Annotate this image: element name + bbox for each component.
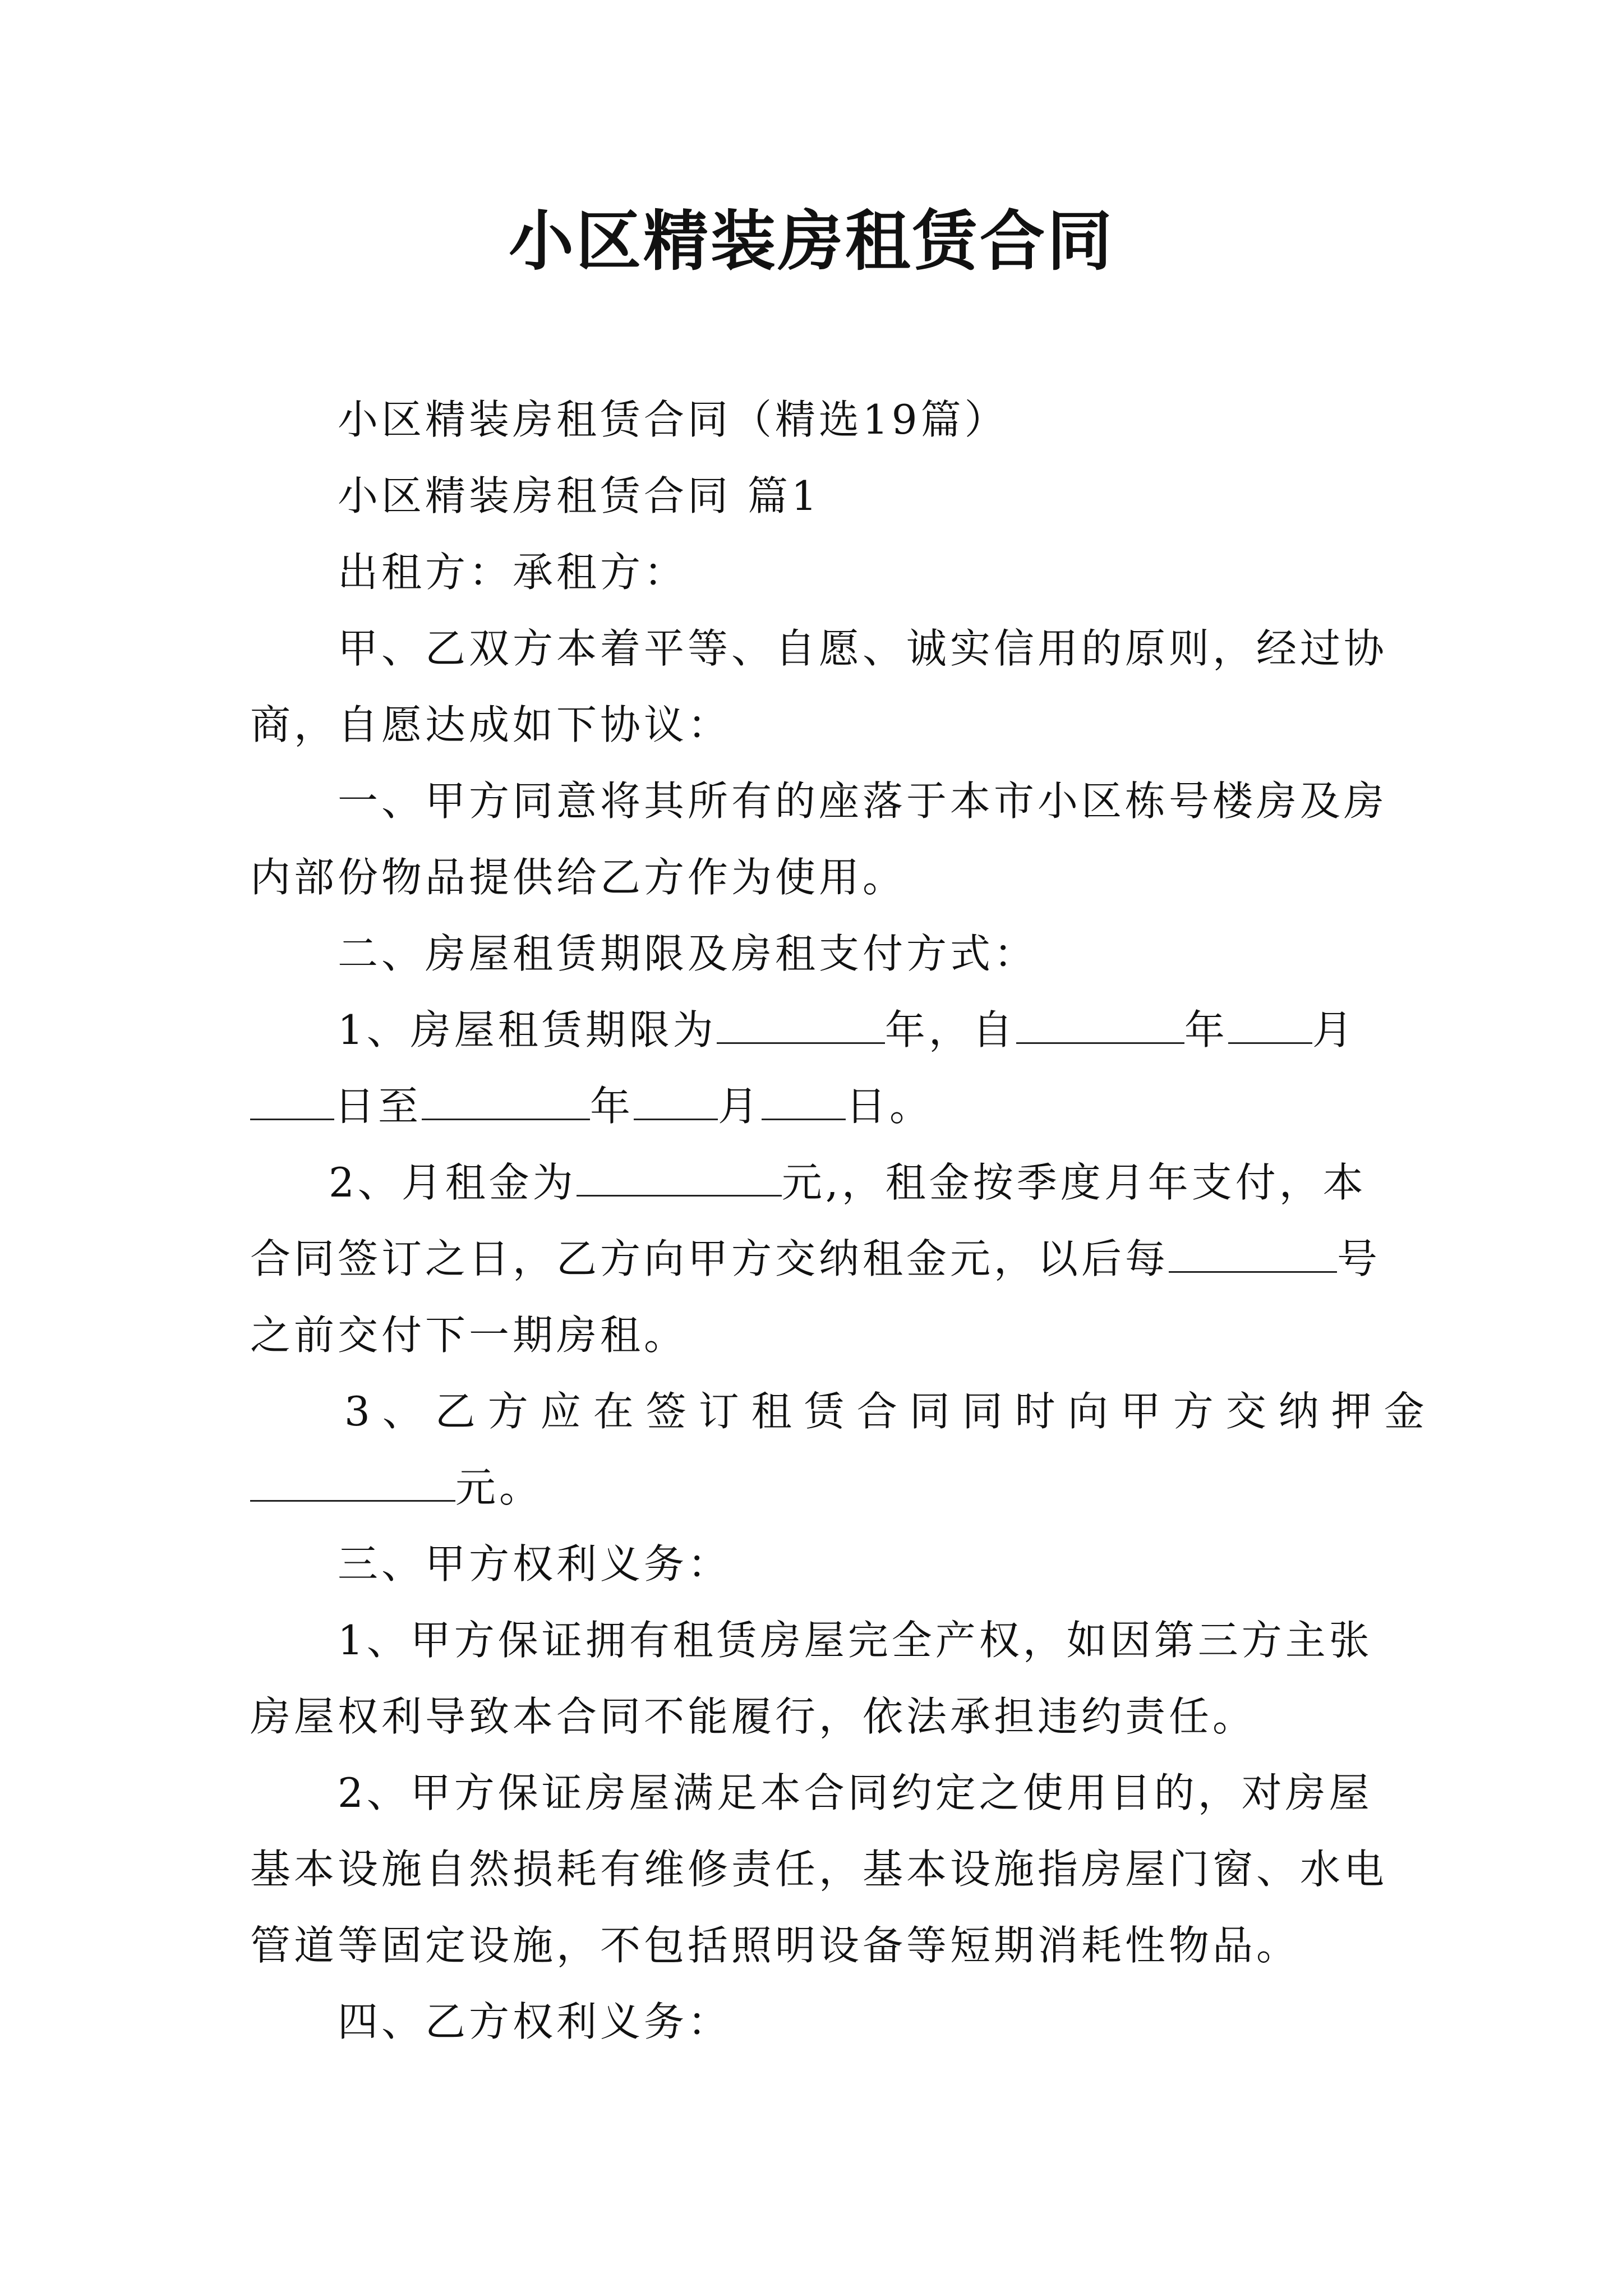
end-day-blank bbox=[762, 1084, 846, 1120]
deposit-line-1: 3、乙方应在签订租赁合同同时向甲方交纳押金 bbox=[344, 1388, 1437, 1435]
document-subtitle: 小区精装房租赁合同（精选19篇） bbox=[338, 396, 1008, 443]
start-year-blank bbox=[1016, 1007, 1184, 1044]
lease-term-label: 1、房屋租赁期限为 bbox=[338, 1006, 717, 1053]
section-heading: 小区精装房租赁合同 篇1 bbox=[338, 472, 820, 519]
clause1-line-1: 一、甲方同意将其所有的座落于本市小区栋号楼房及房 bbox=[338, 777, 1388, 825]
start-year-unit: 年 bbox=[1184, 1006, 1228, 1053]
rent-line-3: 之前交付下一期房租。 bbox=[250, 1312, 688, 1359]
rent-amount-blank bbox=[577, 1160, 782, 1197]
clause1-line-2: 内部份物品提供给乙方作为使用。 bbox=[250, 854, 907, 901]
rent-day-unit: 号 bbox=[1337, 1235, 1381, 1282]
clause3-item2-line-3: 管道等固定设施，不包括照明设备等短期消耗性物品。 bbox=[250, 1922, 1301, 1969]
clause3-item2-line-2: 基本设施自然损耗有维修责任，基本设施指房屋门窗、水电 bbox=[250, 1846, 1388, 1893]
start-month-unit: 月 bbox=[1312, 1006, 1356, 1053]
intro-line-2: 商，自愿达成如下协议： bbox=[250, 701, 732, 748]
rent-line-2 bbox=[250, 1221, 1390, 1297]
clause3-item1-line-1: 1、甲方保证拥有租赁房屋完全产权，如因第三方主张 bbox=[338, 1617, 1373, 1664]
clause4-heading: 四、乙方权利义务： bbox=[338, 1998, 732, 2045]
document-title: 小区精装房租赁合同 bbox=[509, 203, 1114, 279]
intro-line-1: 甲、乙双方本着平等、自愿、诚实信用的原则，经过协 bbox=[338, 625, 1388, 672]
parties-line: 出租方：承租方： bbox=[338, 549, 688, 596]
deposit-amount-blank bbox=[250, 1465, 455, 1502]
clause3-heading: 三、甲方权利义务： bbox=[338, 1540, 732, 1588]
clause3-item2-line-1: 2、甲方保证房屋满足本合同约定之使用目的，对房屋 bbox=[338, 1769, 1373, 1816]
start-day-blank bbox=[250, 1084, 334, 1120]
clause3-item1-line-2: 房屋权利导致本合同不能履行，依法承担违约责任。 bbox=[250, 1693, 1257, 1740]
deposit-unit: 元。 bbox=[455, 1464, 543, 1511]
rent-terms: 元,，租金按季度月年支付，本 bbox=[781, 1159, 1367, 1206]
document-body bbox=[250, 381, 1437, 2060]
end-day-unit: 日。 bbox=[846, 1083, 934, 1130]
rent-day-blank bbox=[1169, 1236, 1337, 1273]
rent-label: 2、月租金为 bbox=[329, 1159, 577, 1206]
rent-payment-text: 合同签订之日，乙方向甲方交纳租金元，以后每 bbox=[250, 1235, 1169, 1282]
start-day-unit: 日至 bbox=[334, 1083, 422, 1130]
deposit-line-2 bbox=[250, 1450, 1390, 1526]
rent-line-1 bbox=[250, 1144, 1390, 1221]
end-month-blank bbox=[634, 1084, 718, 1120]
lease-term-line-2 bbox=[250, 1068, 1390, 1144]
clause2-heading: 二、房屋租赁期限及房租支付方式： bbox=[338, 930, 1038, 977]
end-year-unit: 年 bbox=[590, 1083, 634, 1130]
lease-years-unit: 年，自 bbox=[884, 1006, 1016, 1053]
lease-years-blank bbox=[717, 1007, 885, 1044]
end-month-unit: 月 bbox=[718, 1083, 762, 1130]
start-month-blank bbox=[1228, 1007, 1312, 1044]
lease-term-line-1 bbox=[250, 992, 1390, 1068]
end-year-blank bbox=[422, 1084, 590, 1120]
